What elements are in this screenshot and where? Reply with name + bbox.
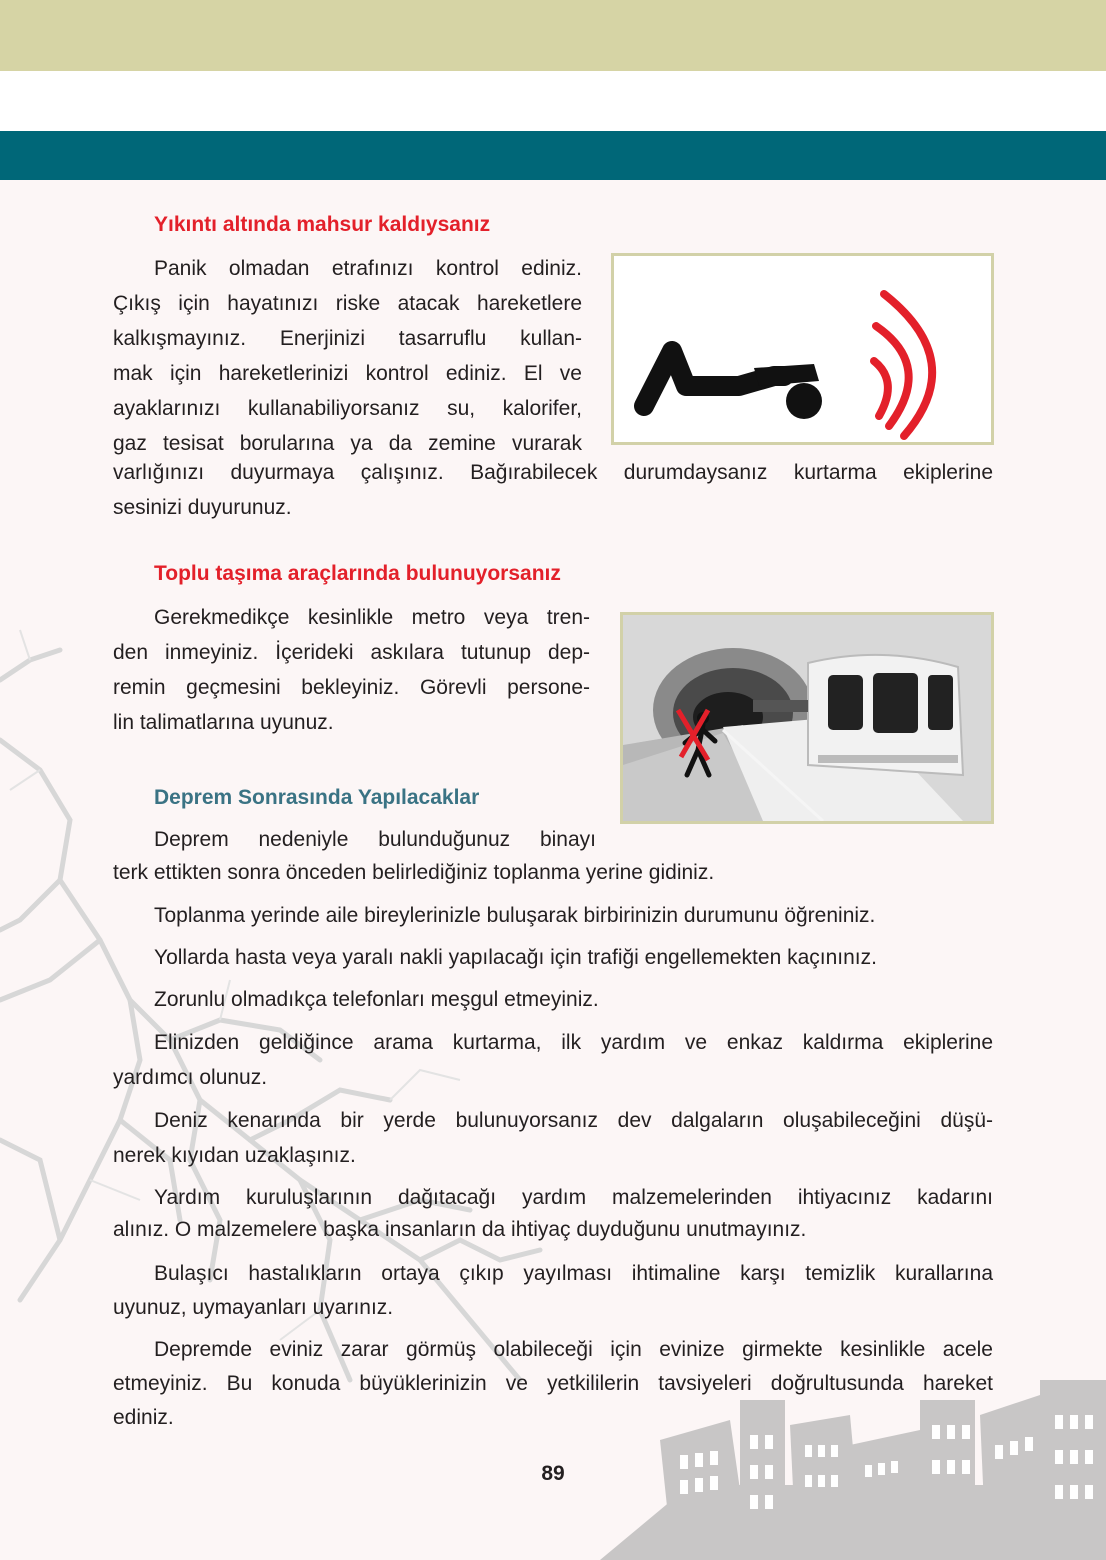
after-p7-line-1: Yardım kuruluşlarının dağıtacağı yardım malzemelerinden ihtiyacınız kadarını — [154, 1186, 993, 1209]
trapped-line-6: gaz tesisat borularına ya da zemine vurarak — [113, 432, 582, 455]
after-p5-line-2: yardımcı olunuz. — [113, 1066, 268, 1089]
after-p8-line-2: uyunuz, uymayanları uyarınız. — [113, 1296, 394, 1319]
trapped-line-1: Panik olmadan etrafınızı kontrol ediniz. — [154, 257, 582, 280]
trapped-line-4: mak için hareketlerinizi kontrol ediniz. El ve — [113, 362, 582, 385]
heading-transport: Toplu taşıma araçlarında bulunuyorsanız — [154, 562, 561, 585]
transport-line-2: den inmeyiniz. İçerideki askılara tutunup dep- — [113, 641, 590, 664]
after-p9-line-3: ediniz. — [113, 1406, 174, 1429]
after-p1-line-1: Deprem nedeniyle bulunduğunuz binayı — [154, 828, 596, 851]
figure-trapped — [611, 253, 994, 445]
person-lying-sound-waves-icon — [614, 256, 991, 442]
trapped-line-5: ayaklarınızı kullanabiliyorsanız su, kalorifer, — [113, 397, 582, 420]
trapped-line-2: Çıkış için hayatınızı riske atacak hareketlere — [113, 292, 582, 315]
heading-trapped: Yıkıntı altında mahsur kaldıysanız — [154, 213, 491, 236]
trapped-line-3: kalkışmayınız. Enerjinizi tasarruflu kullan- — [113, 327, 582, 350]
after-p7-line-2: alınız. O malzemelere başka insanların da ihtiyaç duyduğunu unutmayınız. — [113, 1218, 807, 1241]
after-p6-line-1: Deniz kenarında bir yerde bulunuyorsanız dev dalgaların oluşabileceğini düşü- — [154, 1109, 993, 1132]
header-band — [0, 0, 1106, 71]
after-p5-line-1: Elinizden geldiğince arama kurtarma, ilk yardım ve enkaz kaldırma ekiplerine — [154, 1031, 993, 1054]
after-p6-line-2: nerek kıyıdan uzaklaşınız. — [113, 1144, 356, 1167]
after-p8-line-1: Bulaşıcı hastalıkların ortaya çıkıp yayılması ihtimaline karşı temizlik kurallarına — [154, 1262, 993, 1285]
after-p1-line-2: terk ettikten sonra önceden belirlediğiniz toplanma yerine gidiniz. — [113, 861, 715, 884]
trapped-line-8: sesinizi duyurunuz. — [113, 496, 292, 519]
figure-metro — [620, 612, 994, 824]
trapped-line-7: varlığınızı duyurmaya çalışınız. Bağırabilecek durumdaysanız kurtarma ekiplerine — [113, 461, 993, 484]
transport-line-1: Gerekmedikçe kesinlikle metro veya tren- — [154, 606, 590, 629]
after-p2: Toplanma yerinde aile bireylerinizle buluşarak birbirinizin durumunu öğreniniz. — [154, 904, 876, 927]
after-p4: Zorunlu olmadıkça telefonları meşgul etmeyiniz. — [154, 988, 599, 1011]
transport-line-4: lin talimatlarına uyunuz. — [113, 711, 334, 734]
after-p9-line-2: etmeyiniz. Bu konuda büyüklerinizin ve yetkililerin tavsiyeleri doğrultusunda hareket — [113, 1372, 993, 1395]
metro-train-tunnel-icon — [623, 615, 991, 821]
heading-after: Deprem Sonrasında Yapılacaklar — [154, 786, 480, 809]
after-p3: Yollarda hasta veya yaralı nakli yapılacağı için trafiği engellemekten kaçınınız. — [154, 946, 877, 969]
header-gap — [0, 71, 1106, 131]
transport-line-3: remin geçmesini bekleyiniz. Görevli persone- — [113, 676, 590, 699]
title-band — [0, 131, 1106, 180]
page-number: 89 — [541, 1462, 565, 1485]
after-p9-line-1: Depremde eviniz zarar görmüş olabileceği için evinize girmekte kesinlikle acele — [154, 1338, 993, 1361]
